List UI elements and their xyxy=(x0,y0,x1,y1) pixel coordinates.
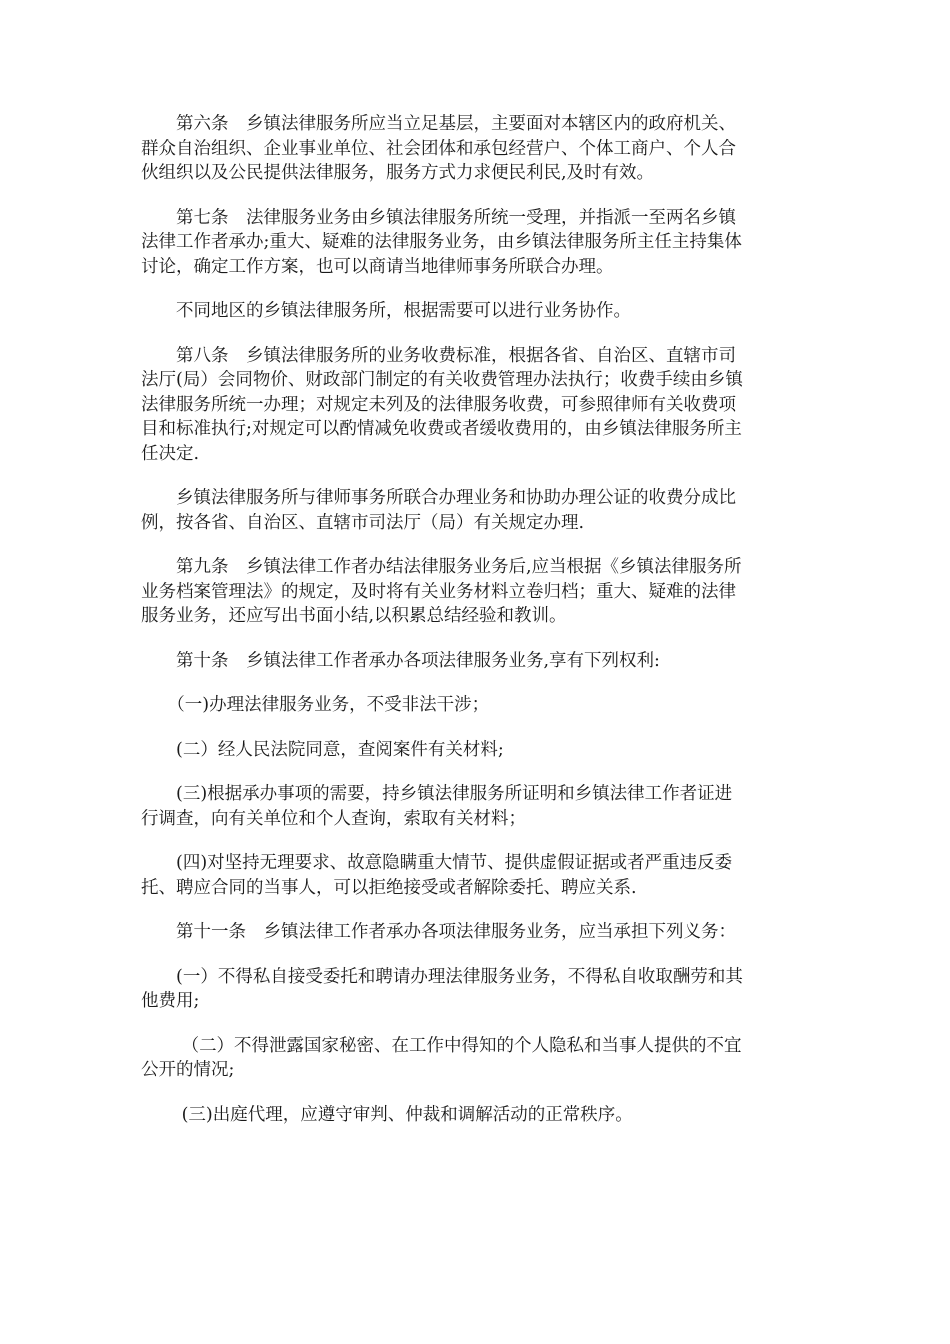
paragraph-line: 讨论，确定工作方案，也可以商请当地律师事务所联合办理。 xyxy=(141,256,614,277)
paragraph-line: 例，按各省、自治区、直辖市司法厅（局）有关规定办理. xyxy=(141,512,585,533)
article-paragraph xyxy=(141,851,811,900)
article-paragraph xyxy=(141,555,811,629)
paragraph-line: 乡镇法律服务所与律师事务所联合办理业务和协助办理公证的收费分成比 xyxy=(141,488,736,508)
paragraph-line: 第八条 乡镇法律服务所的业务收费标准，根据各省、自治区、直辖市司 xyxy=(141,345,736,366)
paragraph-line: 法律工作者承办;重大、疑难的法律服务业务，由乡镇法律服务所主任主持集体 xyxy=(141,232,742,252)
paragraph-line: （二）不得泄露国家秘密、在工作中得知的个人隐私和当事人提供的不宜 xyxy=(141,1035,742,1056)
paragraph-line: 他费用; xyxy=(141,991,200,1011)
article-paragraph xyxy=(141,965,811,1014)
paragraph-line: （一)办理法律服务业务，不受非法干涉； xyxy=(141,695,490,715)
article-paragraph xyxy=(141,1103,811,1128)
article-paragraph xyxy=(141,693,811,718)
paragraph-line: 任决定. xyxy=(141,443,200,464)
paragraph-line: 行调查，向有关单位和个人查询，索取有关材料； xyxy=(141,808,526,829)
paragraph-line: (三)根据承办事项的需要，持乡镇法律服务所证明和乡镇法律工作者证进 xyxy=(141,784,733,804)
paragraph-line: 第七条 法律服务业务由乡镇法律服务所统一受理，并指派一至两名乡镇 xyxy=(141,207,736,228)
paragraph-line: 第十一条 乡镇法律工作者承办各项法律服务业务，应当承担下列义务： xyxy=(141,922,736,942)
article-paragraph xyxy=(141,299,811,324)
paragraph-line: 法律服务所统一办理；对规定未列及的法律服务收费，可参照律师有关收费项 xyxy=(141,394,736,415)
paragraph-line: (四)对坚持无理要求、故意隐瞒重大情节、提供虚假证据或者严重违反委 xyxy=(141,853,733,873)
paragraph-line: (三)出庭代理，应遵守审判、仲裁和调解活动的正常秩序。 xyxy=(141,1104,633,1125)
paragraph-line: 法厅(局）会同物价、财政部门制定的有关收费管理办法执行；收费手续由乡镇 xyxy=(141,370,743,390)
paragraph-line: 第九条 乡镇法律工作者办结法律服务业务后,应当根据《乡镇法律服务所 xyxy=(141,557,742,577)
article-paragraph xyxy=(141,1034,811,1083)
paragraph-line: 不同地区的乡镇法律服务所，根据需要可以进行业务协作。 xyxy=(141,301,631,321)
paragraph-line: 第十条 乡镇法律工作者承办各项法律服务业务,享有下列权利: xyxy=(141,650,660,671)
paragraph-line: 服务业务，还应写出书面小结,以积累总结经验和教训。 xyxy=(141,606,567,626)
paragraph-line: 伙组织以及公民提供法律服务，服务方式力求便民利民,及时有效。 xyxy=(141,163,655,183)
document-body xyxy=(141,112,811,1147)
paragraph-line: 托、聘应合同的当事人，可以拒绝接受或者解除委托、聘应关系. xyxy=(141,877,637,898)
paragraph-line: 公开的情况; xyxy=(141,1060,235,1080)
article-paragraph xyxy=(141,782,811,831)
article-paragraph xyxy=(141,486,811,535)
paragraph-line: 第六条 乡镇法律服务所应当立足基层，主要面对本辖区内的政府机关、 xyxy=(141,114,736,134)
article-paragraph xyxy=(141,738,811,763)
article-paragraph xyxy=(141,112,811,186)
paragraph-line: 群众自治组织、企业事业单位、社会团体和承包经营户、个体工商户、个人合 xyxy=(141,138,736,159)
paragraph-line: 目和标准执行;对规定可以酌情减免收费或者缓收费用的，由乡镇法律服务所主 xyxy=(141,419,742,439)
article-paragraph xyxy=(141,206,811,280)
article-paragraph xyxy=(141,920,811,945)
article-paragraph xyxy=(141,344,811,467)
paragraph-line: 业务档案管理法》的规定，及时将有关业务材料立卷归档；重大、疑难的法律 xyxy=(141,581,736,602)
paragraph-line: (二）经人民法院同意，查阅案件有关材料; xyxy=(141,739,504,760)
paragraph-line: (一）不得私自接受委托和聘请办理法律服务业务，不得私自收取酬劳和其 xyxy=(141,966,743,987)
article-paragraph xyxy=(141,649,811,674)
